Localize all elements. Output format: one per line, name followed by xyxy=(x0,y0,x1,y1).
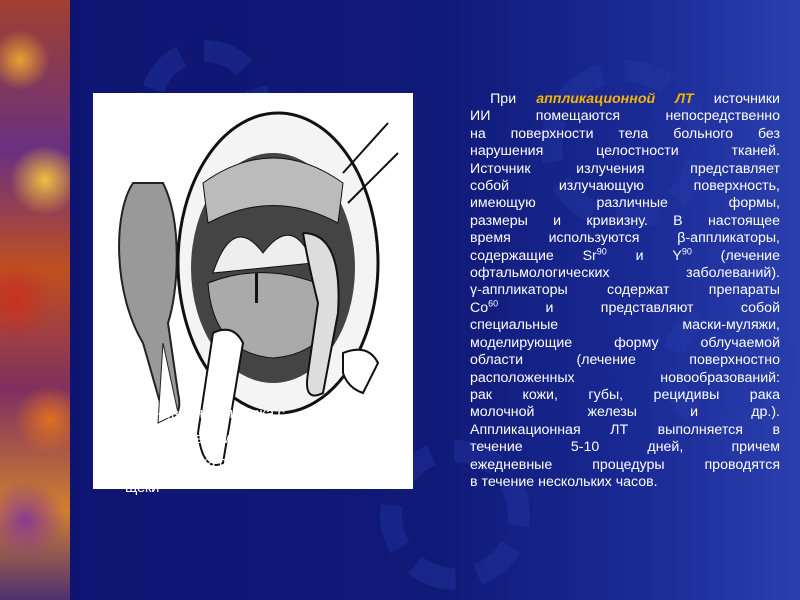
body-text xyxy=(470,91,780,491)
text-line xyxy=(470,300,780,317)
text-line: собой излучающую поверхность, xyxy=(470,178,780,195)
figure-caption xyxy=(125,402,405,500)
superscript: 90 xyxy=(596,245,607,256)
text-line: области (лечение поверхностно xyxy=(470,352,780,369)
text-line: γ-аппликаторы содержат препараты xyxy=(470,282,780,299)
text-line: офтальмологических заболеваний). xyxy=(470,265,780,282)
text-line: молочной железы и др.). xyxy=(470,404,780,421)
caption-line: радиоактивными препаратами при xyxy=(125,429,359,447)
text-line: на поверхности тела больного без xyxy=(470,125,780,142)
text-line xyxy=(470,245,780,265)
text-line: Источник излучения представляет xyxy=(470,160,780,177)
text-line: рак кожи, губы, рецидивы рака xyxy=(470,386,780,403)
text-line: ИИ помещаются непосредственно xyxy=(470,108,780,125)
text-line: течение 5-10 дней, причем xyxy=(470,439,780,456)
text-line xyxy=(470,91,780,108)
text-line: нарушения целостности тканей. xyxy=(470,143,780,160)
text-line: имеющую различные формы, xyxy=(470,195,780,212)
text-run: и Y xyxy=(606,247,682,264)
text-run: При xyxy=(490,91,537,107)
text-line: размеры и кривизну. В настоящее xyxy=(470,212,780,229)
text-run: Co xyxy=(470,299,489,316)
caption-line: щеки xyxy=(125,478,160,496)
text-line: в течение нескольких часов. xyxy=(470,473,658,490)
decorative-stripe xyxy=(0,0,70,600)
text-run: (лечение xyxy=(691,247,780,264)
text-line: Аппликационная ЛТ выполняется в xyxy=(470,421,780,438)
text-run: содержащие Sr xyxy=(470,247,597,264)
highlighted-term: аппликационной ЛТ xyxy=(536,91,694,107)
caption-line: лечении рака слизистой оболочки xyxy=(125,454,354,471)
text-line: расположенных новообразований: xyxy=(470,369,780,386)
text-line: моделирующие форму облучаемой xyxy=(470,334,780,351)
superscript: 60 xyxy=(488,298,499,309)
text-line: специальные маски-муляжи, xyxy=(470,317,780,334)
text-run: источники xyxy=(693,91,780,107)
superscript: 90 xyxy=(681,245,692,256)
text-line: ежедневные процедуры проводятся xyxy=(470,456,780,473)
caption-line: Установление муляжа с xyxy=(125,405,285,422)
text-run: и представляют собой xyxy=(498,299,780,316)
text-line: время используются β-аппликаторы, xyxy=(470,230,780,247)
